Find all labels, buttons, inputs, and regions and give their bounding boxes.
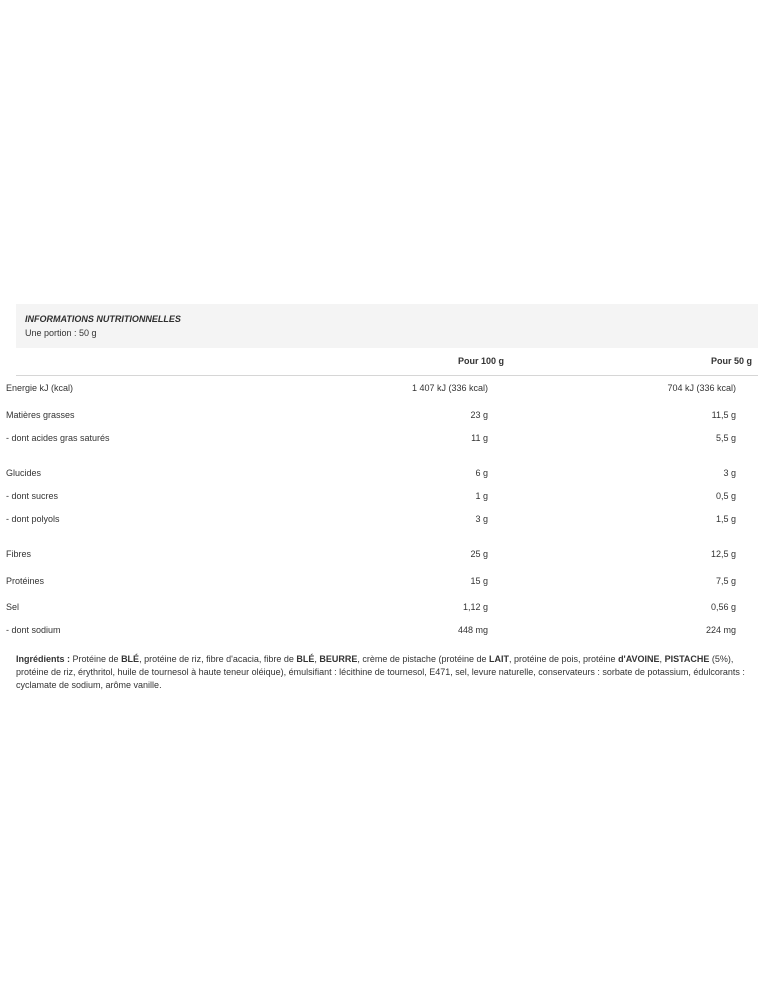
column-header-row: [16, 348, 758, 376]
nutrition-row-energy: [0, 382, 742, 394]
row-label: - dont polyols: [6, 514, 60, 524]
row-value-per-100g: 448 mg: [457, 625, 488, 635]
nutrition-panel: [16, 304, 758, 376]
row-value-per-50g: 5,5 g: [715, 433, 736, 443]
nutrition-header: [16, 304, 758, 348]
row-value-per-100g: 15 g: [470, 576, 488, 586]
row-value-per-100g: 6 g: [475, 468, 488, 478]
allergen-highlight: PISTACHE: [664, 654, 710, 664]
allergen-highlight: BLÉ: [296, 654, 315, 664]
allergen-highlight: d'AVOINE: [618, 654, 660, 664]
row-value-per-100g: 3 g: [475, 514, 488, 524]
row-value-per-50g: 704 kJ (336 kcal): [667, 383, 736, 393]
nutrition-row-fibre: [0, 548, 742, 560]
nutrition-title: INFORMATIONS NUTRITIONNELLES: [25, 314, 181, 324]
row-value-per-100g: 1,12 g: [462, 602, 488, 612]
row-value-per-100g: 23 g: [470, 410, 488, 420]
row-label: - dont acides gras saturés: [6, 433, 110, 443]
row-value-per-50g: 3 g: [723, 468, 736, 478]
row-value-per-50g: 224 mg: [705, 625, 736, 635]
row-value-per-100g: 1 g: [475, 491, 488, 501]
ingredients-segment: , protéine de pois, protéine: [508, 654, 619, 664]
nutrition-row-polyols: [0, 513, 742, 525]
ingredients-segment: Protéine de: [70, 654, 122, 664]
row-label: - dont sodium: [6, 625, 61, 635]
row-label: Fibres: [6, 549, 32, 559]
allergen-highlight: BEURRE: [319, 654, 358, 664]
row-label: Protéines: [6, 576, 45, 586]
ingredients-segment: ,: [659, 654, 665, 664]
nutrition-row-fat: [0, 409, 742, 421]
ingredients-text: [16, 653, 746, 692]
row-value-per-50g: 12,5 g: [710, 549, 736, 559]
row-label: - dont sucres: [6, 491, 59, 501]
ingredients-segment: ,: [314, 654, 320, 664]
ingredients-segment: , crème de pistache (protéine de: [357, 654, 489, 664]
row-value-per-50g: 0,5 g: [715, 491, 736, 501]
nutrition-row-salt: [0, 601, 742, 613]
nutrition-row-protein: [0, 575, 742, 587]
nutrition-row-saturated-fat: [0, 432, 742, 444]
row-label: Matières grasses: [6, 410, 75, 420]
row-value-per-100g: 25 g: [470, 549, 488, 559]
portion-size: Une portion : 50 g: [25, 328, 97, 338]
row-value-per-100g: 11 g: [471, 433, 488, 443]
column-header-per-100g: Pour 100 g: [457, 356, 504, 366]
row-label: Sel: [6, 602, 20, 612]
ingredients-segment: , protéine de riz, fibre d'acacia, fibre de: [139, 654, 297, 664]
row-value-per-50g: 0,56 g: [710, 602, 736, 612]
ingredients-heading: Ingrédients :: [16, 654, 71, 664]
ingredients-segment: (5%), protéine de riz, érythritol, huile de tournesol à haute teneur oléique), émulsifiant : lécithine de tournesol, E471, sel, levure naturelle, conservateurs : sorbate de potassium, édulcorants : cyclamate de sodium, arôme vanille.: [16, 654, 745, 690]
row-value-per-100g: 1 407 kJ (336 kcal): [411, 383, 488, 393]
nutrition-row-carbohydrates: [0, 467, 742, 479]
nutrition-row-sugars: [0, 490, 742, 502]
nutrition-row-sodium: [0, 624, 742, 636]
row-label: Glucides: [6, 468, 42, 478]
row-value-per-50g: 7,5 g: [715, 576, 736, 586]
column-header-per-50g: Pour 50 g: [710, 356, 752, 366]
allergen-highlight: BLÉ: [121, 654, 140, 664]
row-label: Energie kJ (kcal): [6, 383, 74, 393]
allergen-highlight: LAIT: [488, 654, 509, 664]
row-value-per-50g: 11,5 g: [711, 410, 736, 420]
row-value-per-50g: 1,5 g: [715, 514, 736, 524]
